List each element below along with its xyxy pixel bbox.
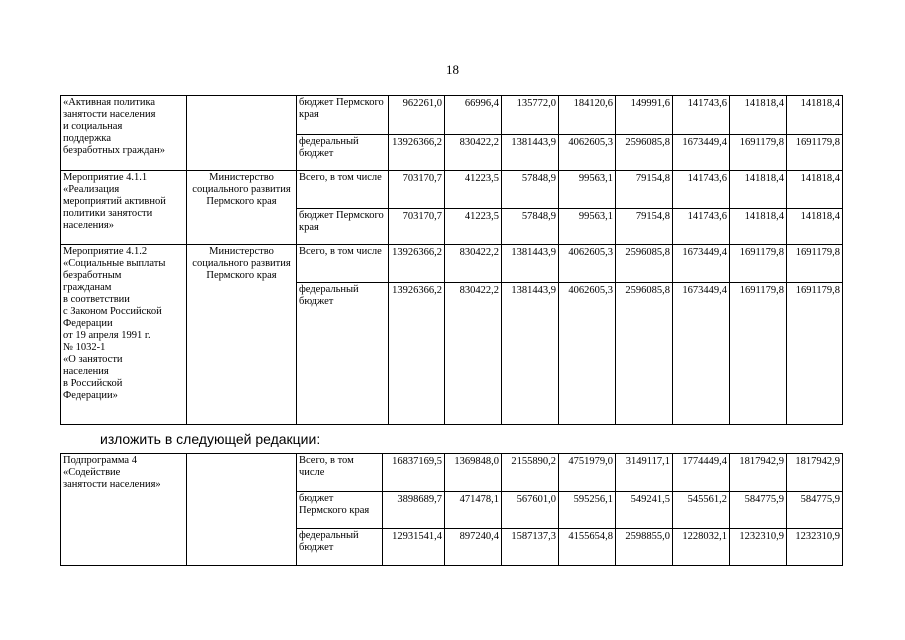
amount-cell: 567601,0 <box>502 492 559 529</box>
funding-source-cell: бюджет Пермского края <box>297 96 389 135</box>
amount-cell: 3898689,7 <box>383 492 445 529</box>
amount-cell: 4062605,3 <box>559 283 616 425</box>
amount-cell: 1232310,9 <box>787 529 843 566</box>
amount-cell: 13926366,2 <box>389 135 445 171</box>
amount-cell: 830422,2 <box>445 135 502 171</box>
funding-source-cell: бюджет Пермского края <box>297 209 389 245</box>
amount-cell: 79154,8 <box>616 171 673 209</box>
amount-cell: 16837169,5 <box>383 454 445 492</box>
table-row <box>61 245 843 283</box>
amount-cell: 1691179,8 <box>730 245 787 283</box>
amount-cell: 584775,9 <box>730 492 787 529</box>
funding-source-cell: Всего, в том числе <box>297 245 389 283</box>
amount-cell: 2598855,0 <box>616 529 673 566</box>
amount-cell: 1691179,8 <box>787 283 843 425</box>
program-name-cell: Мероприятие 4.1.1 «Реализация мероприятий активной политики занятости населения» <box>61 171 187 245</box>
amount-cell: 99563,1 <box>559 171 616 209</box>
amount-cell: 135772,0 <box>502 96 559 135</box>
amount-cell: 703170,7 <box>389 209 445 245</box>
amount-cell: 57848,9 <box>502 209 559 245</box>
program-name-cell: Подпрограмма 4 «Содействие занятости населения» <box>61 454 187 566</box>
amount-cell: 595256,1 <box>559 492 616 529</box>
table-row <box>61 96 843 135</box>
table-row <box>61 454 843 492</box>
executor-cell <box>187 96 297 171</box>
program-name-cell: «Активная политика занятости населения и социальная поддержка безработных граждан» <box>61 96 187 171</box>
amount-cell: 2596085,8 <box>616 135 673 171</box>
amount-cell: 897240,4 <box>445 529 502 566</box>
amount-cell: 549241,5 <box>616 492 673 529</box>
amount-cell: 962261,0 <box>389 96 445 135</box>
budget-table-new-edition <box>60 453 843 566</box>
amount-cell: 545561,2 <box>673 492 730 529</box>
amount-cell: 1232310,9 <box>730 529 787 566</box>
amount-cell: 584775,9 <box>787 492 843 529</box>
amount-cell: 703170,7 <box>389 171 445 209</box>
funding-source-cell: федеральный бюджет <box>297 135 389 171</box>
amount-cell: 1369848,0 <box>445 454 502 492</box>
amount-cell: 141743,6 <box>673 96 730 135</box>
amount-cell: 471478,1 <box>445 492 502 529</box>
amount-cell: 12931541,4 <box>383 529 445 566</box>
amount-cell: 830422,2 <box>445 283 502 425</box>
amount-cell: 1691179,8 <box>787 135 843 171</box>
amount-cell: 141818,4 <box>787 209 843 245</box>
amount-cell: 57848,9 <box>502 171 559 209</box>
amount-cell: 141743,6 <box>673 171 730 209</box>
funding-source-cell: федеральный бюджет <box>297 283 389 425</box>
amount-cell: 184120,6 <box>559 96 616 135</box>
amount-cell: 13926366,2 <box>389 283 445 425</box>
table-row <box>61 171 843 209</box>
amount-cell: 1817942,9 <box>730 454 787 492</box>
amount-cell: 1587137,3 <box>502 529 559 566</box>
amount-cell: 1673449,4 <box>673 283 730 425</box>
amount-cell: 1673449,4 <box>673 135 730 171</box>
amount-cell: 13926366,2 <box>389 245 445 283</box>
funding-source-cell: Всего, в том числе <box>297 171 389 209</box>
amount-cell: 141818,4 <box>730 171 787 209</box>
amount-cell: 3149117,1 <box>616 454 673 492</box>
amount-cell: 2155890,2 <box>502 454 559 492</box>
amount-cell: 141743,6 <box>673 209 730 245</box>
executor-cell: Министерство социального развития Пермского края <box>187 245 297 425</box>
amount-cell: 2596085,8 <box>616 283 673 425</box>
funding-source-cell: федеральный бюджет <box>297 529 383 566</box>
amount-cell: 1691179,8 <box>787 245 843 283</box>
amendment-phrase: изложить в следующей редакции: <box>100 431 321 447</box>
amount-cell: 41223,5 <box>445 209 502 245</box>
amount-cell: 2596085,8 <box>616 245 673 283</box>
amount-cell: 149991,6 <box>616 96 673 135</box>
page-number: 18 <box>446 62 459 77</box>
executor-cell: Министерство социального развития Пермского края <box>187 171 297 245</box>
amount-cell: 1381443,9 <box>502 283 559 425</box>
amount-cell: 4751979,0 <box>559 454 616 492</box>
amount-cell: 1691179,8 <box>730 283 787 425</box>
amount-cell: 41223,5 <box>445 171 502 209</box>
amount-cell: 4155654,8 <box>559 529 616 566</box>
amount-cell: 141818,4 <box>730 96 787 135</box>
amount-cell: 1817942,9 <box>787 454 843 492</box>
program-name-cell: Мероприятие 4.1.2 «Социальные выплаты безработным гражданам в соответствии с Законом Российской Федерации от 19 апреля 1991 г. № 1032-1 «О занятости населения в Российской Федерации» <box>61 245 187 425</box>
amount-cell: 79154,8 <box>616 209 673 245</box>
amount-cell: 1673449,4 <box>673 245 730 283</box>
amount-cell: 1381443,9 <box>502 135 559 171</box>
amount-cell: 4062605,3 <box>559 135 616 171</box>
amount-cell: 4062605,3 <box>559 245 616 283</box>
amount-cell: 1774449,4 <box>673 454 730 492</box>
executor-cell <box>187 454 297 566</box>
budget-table-original <box>60 95 843 425</box>
amount-cell: 1691179,8 <box>730 135 787 171</box>
amount-cell: 830422,2 <box>445 245 502 283</box>
amount-cell: 141818,4 <box>787 96 843 135</box>
amount-cell: 99563,1 <box>559 209 616 245</box>
amount-cell: 141818,4 <box>787 171 843 209</box>
amount-cell: 66996,4 <box>445 96 502 135</box>
funding-source-cell: бюджет Пермского края <box>297 492 383 529</box>
funding-source-cell: Всего, в том числе <box>297 454 383 492</box>
amount-cell: 1228032,1 <box>673 529 730 566</box>
amount-cell: 1381443,9 <box>502 245 559 283</box>
amount-cell: 141818,4 <box>730 209 787 245</box>
